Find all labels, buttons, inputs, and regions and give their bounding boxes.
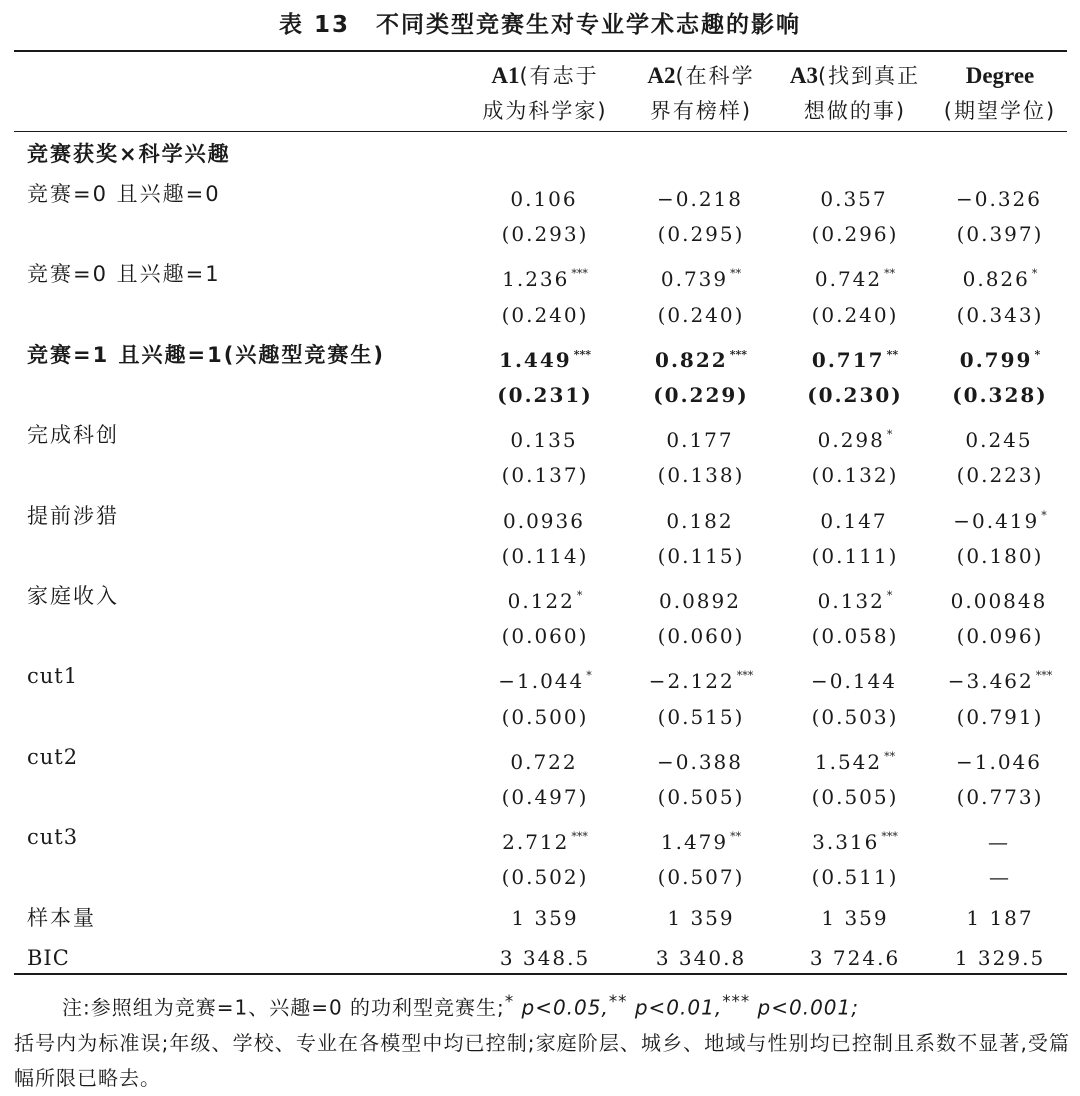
table-row-se xyxy=(0,214,1080,254)
standard-error-cell: (0.791) xyxy=(956,704,1044,729)
coefficient-value: 1.479 xyxy=(660,830,729,855)
bottom-rule xyxy=(14,973,1067,975)
coefficient-value: −1.044 xyxy=(498,669,585,694)
standard-error-cell: (0.223) xyxy=(956,463,1044,488)
coefficient-cell xyxy=(470,254,620,299)
coefficient-value: −0.144 xyxy=(810,669,897,694)
coefficient-value: 0.182 xyxy=(666,508,734,533)
coefficient-cell xyxy=(779,496,931,541)
row-label: 竞赛=0 且兴趣=0 xyxy=(27,182,221,206)
sig-text: p<0.05, xyxy=(514,995,609,1020)
column-header-a1 xyxy=(470,58,620,130)
header-rule xyxy=(14,131,1067,132)
coefficient-value: 0.357 xyxy=(820,187,888,211)
row-label: 完成科创 xyxy=(27,423,119,448)
coefficient-cell xyxy=(470,496,620,541)
row-label: 竞赛=1 且兴趣=1(兴趣型竞赛生) xyxy=(27,342,385,367)
coefficient-cell xyxy=(779,254,931,299)
coefficient-cell xyxy=(470,656,620,701)
coefficient-value: −0.218 xyxy=(656,187,743,211)
standard-error-cell: — xyxy=(989,865,1011,890)
coefficient-cell xyxy=(470,335,620,380)
summary-cell: 1 359 xyxy=(667,905,735,930)
standard-error-cell: (0.230) xyxy=(807,383,903,407)
standard-error-cell: (0.138) xyxy=(657,463,745,488)
standard-error-cell: (0.343) xyxy=(956,302,1044,327)
coefficient-value: 0.717 xyxy=(811,347,885,372)
row-label: 样本量 xyxy=(27,905,96,930)
summary-cell: 1 359 xyxy=(511,905,579,930)
standard-error-cell: (0.060) xyxy=(501,624,589,649)
coefficient-value: 2.712 xyxy=(502,830,570,855)
coefficient-cell xyxy=(779,576,931,621)
significance-mark: * xyxy=(576,589,583,602)
coefficient-value: 0.106 xyxy=(510,187,578,211)
significance-mark: *** xyxy=(736,669,754,683)
table-row-se xyxy=(0,857,1080,897)
coefficient-cell xyxy=(933,335,1067,380)
coefficient-cell xyxy=(933,254,1067,299)
coefficient-value: 0.0936 xyxy=(503,508,585,533)
column-title-line2: 想做的事) xyxy=(803,99,907,123)
standard-error-cell: (0.511) xyxy=(811,865,899,890)
coefficient-cell xyxy=(470,415,620,460)
summary-row xyxy=(0,898,1080,938)
section-label: 竞赛获奖×科学兴趣 xyxy=(27,142,231,166)
table-row-se xyxy=(0,697,1080,737)
coefficient-cell xyxy=(779,335,931,380)
coefficient-value: 1.542 xyxy=(814,749,883,774)
coefficient-value: 0.722 xyxy=(510,749,578,774)
table-row xyxy=(0,415,1080,455)
coefficient-value: 0.822 xyxy=(655,347,728,372)
coefficient-cell xyxy=(625,174,777,219)
summary-cell: 1 359 xyxy=(821,905,889,930)
standard-error-cell: (0.295) xyxy=(657,222,745,247)
coefficient-value: −2.122 xyxy=(648,669,735,694)
coefficient-cell xyxy=(470,737,620,782)
note-text: 注:参照组为竞赛=1、兴趣=0 的功利型竞赛生; xyxy=(62,995,505,1020)
significance-mark: *** xyxy=(571,267,588,281)
summary-cell: 3 348.5 xyxy=(499,945,591,970)
significance-mark: *** xyxy=(573,347,591,361)
column-header-degree xyxy=(933,58,1067,130)
standard-error-cell: (0.773) xyxy=(956,785,1044,809)
row-label: BIC xyxy=(27,945,70,970)
standard-error-cell: (0.505) xyxy=(811,785,899,809)
coefficient-cell xyxy=(470,174,620,219)
coefficient-value: — xyxy=(988,830,1010,855)
table-row-se xyxy=(0,455,1080,495)
table-row xyxy=(0,496,1080,536)
coefficient-cell xyxy=(779,174,931,219)
standard-error-cell: (0.507) xyxy=(657,865,745,890)
column-header-a3 xyxy=(779,58,931,130)
coefficient-cell xyxy=(625,415,777,460)
standard-error-cell: (0.240) xyxy=(811,302,899,327)
standard-error-cell: (0.114) xyxy=(501,543,589,568)
column-code: A3 xyxy=(789,63,818,88)
standard-error-cell: (0.296) xyxy=(811,222,899,247)
standard-error-cell: (0.231) xyxy=(497,383,593,407)
significance-mark: ** xyxy=(730,267,742,281)
coefficient-value: 0.132 xyxy=(817,589,885,613)
coefficient-value: −0.419 xyxy=(953,508,1040,533)
standard-error-cell: (0.115) xyxy=(657,543,745,568)
coefficient-cell xyxy=(625,656,777,701)
standard-error-cell: (0.229) xyxy=(653,383,749,407)
coefficient-cell xyxy=(779,415,931,460)
standard-error-cell: (0.180) xyxy=(956,543,1044,568)
standard-error-cell: (0.328) xyxy=(952,383,1048,407)
coefficient-cell xyxy=(779,737,931,782)
coefficient-value: 0.826 xyxy=(962,267,1030,292)
significance-mark: ** xyxy=(884,267,896,281)
standard-error-cell: (0.505) xyxy=(657,785,745,809)
row-label: cut1 xyxy=(27,664,79,689)
standard-error-cell: (0.060) xyxy=(657,624,745,649)
summary-cell: 1 329.5 xyxy=(954,945,1046,970)
standard-error-cell: (0.058) xyxy=(811,624,899,649)
table-note xyxy=(14,984,1070,1096)
coefficient-value: 0.177 xyxy=(666,428,734,453)
table-row xyxy=(0,335,1080,375)
section-row xyxy=(0,134,1080,174)
coefficient-value: 0.739 xyxy=(660,267,729,292)
row-label: cut3 xyxy=(27,825,79,850)
coefficient-value: 0.0892 xyxy=(659,589,741,613)
coefficient-cell xyxy=(933,656,1067,701)
table-caption xyxy=(0,6,1080,39)
standard-error-cell: (0.132) xyxy=(811,463,899,488)
coefficient-value: 0.298 xyxy=(817,428,885,453)
standard-error-cell: (0.240) xyxy=(501,302,589,327)
coefficient-value: −0.326 xyxy=(955,187,1042,211)
table-title: 不同类型竞赛生对专业学术志趣的影响 xyxy=(376,12,801,38)
row-label: 提前涉猎 xyxy=(27,503,119,528)
table-number: 表 13 xyxy=(278,12,350,38)
table-row-se xyxy=(0,375,1080,415)
column-title-line2: 界有榜样) xyxy=(649,99,753,123)
column-code: A2 xyxy=(647,63,676,88)
note-text-continued: 括号内为标准误;年级、学校、专业在各模型中均已控制;家庭阶层、城乡、地域与性别均已控制且系数不显著,受篇幅所限已略去。 xyxy=(14,1030,1070,1090)
coefficient-cell xyxy=(933,174,1067,219)
sig-text: p<0.01, xyxy=(627,995,723,1020)
top-rule xyxy=(14,50,1067,52)
standard-error-cell: (0.502) xyxy=(501,865,589,890)
standard-error-cell: (0.096) xyxy=(956,624,1044,649)
coefficient-value: 0.742 xyxy=(814,267,883,292)
sig-mark: *** xyxy=(722,992,751,1011)
coefficient-value: −1.046 xyxy=(955,749,1042,774)
table-row xyxy=(0,174,1080,214)
significance-mark: * xyxy=(1041,508,1047,522)
coefficient-value: 0.147 xyxy=(820,508,888,533)
coefficient-value: 3.316 xyxy=(812,830,880,855)
column-title-line2: (期望学位) xyxy=(943,99,1057,123)
significance-mark: ** xyxy=(730,830,742,844)
coefficient-cell xyxy=(625,496,777,541)
significance-mark: * xyxy=(886,589,893,602)
row-label: 竞赛=0 且兴趣=1 xyxy=(27,262,221,287)
coefficient-value: 0.245 xyxy=(965,428,1033,453)
table-row xyxy=(0,737,1080,777)
standard-error-cell: (0.293) xyxy=(501,222,589,247)
standard-error-cell: (0.397) xyxy=(956,222,1044,247)
standard-error-cell: (0.240) xyxy=(657,302,745,327)
sig-mark: ** xyxy=(608,992,628,1011)
table-row xyxy=(0,576,1080,616)
table-row-se xyxy=(0,616,1080,656)
standard-error-cell: (0.503) xyxy=(811,704,899,729)
sig-text: p<0.001; xyxy=(750,995,859,1020)
coefficient-cell xyxy=(779,817,931,862)
significance-mark: *** xyxy=(729,347,747,361)
coefficient-cell xyxy=(470,576,620,621)
coefficient-cell xyxy=(625,335,777,380)
coefficient-cell xyxy=(625,254,777,299)
significance-mark: *** xyxy=(571,830,588,844)
significance-mark: * xyxy=(1034,347,1041,361)
summary-cell: 3 724.6 xyxy=(809,945,901,970)
column-title-line1: (在科学 xyxy=(675,64,755,88)
standard-error-cell: (0.500) xyxy=(501,704,589,729)
coefficient-value: 0.122 xyxy=(507,589,575,613)
table-row-se xyxy=(0,536,1080,576)
coefficient-cell xyxy=(625,576,777,621)
standard-error-cell: (0.137) xyxy=(501,463,589,488)
coefficient-value: 0.799 xyxy=(959,347,1033,372)
sig-mark: * xyxy=(504,992,515,1011)
column-code: A1 xyxy=(491,63,520,88)
significance-mark: * xyxy=(586,669,592,683)
significance-mark: * xyxy=(886,428,893,442)
coefficient-cell xyxy=(470,817,620,862)
significance-mark: ** xyxy=(886,347,899,361)
coefficient-cell xyxy=(933,817,1067,862)
table-row xyxy=(0,254,1080,294)
coefficient-value: 0.135 xyxy=(510,428,578,453)
coefficient-cell xyxy=(779,656,931,701)
standard-error-cell: (0.111) xyxy=(811,543,899,568)
significance-mark: ** xyxy=(884,749,896,763)
column-code: Degree xyxy=(965,63,1035,88)
coefficient-cell xyxy=(933,737,1067,782)
table-row xyxy=(0,817,1080,857)
coefficient-cell xyxy=(933,576,1067,621)
table-row xyxy=(0,656,1080,696)
coefficient-cell xyxy=(625,737,777,782)
summary-row xyxy=(0,938,1080,978)
coefficient-value: 0.00848 xyxy=(950,589,1048,613)
significance-mark: * xyxy=(1031,267,1038,281)
standard-error-cell: (0.497) xyxy=(501,785,589,809)
coefficient-value: −0.388 xyxy=(656,749,743,774)
row-label: cut2 xyxy=(27,744,79,769)
coefficient-value: 1.236 xyxy=(502,267,570,292)
row-label: 家庭收入 xyxy=(27,584,119,608)
summary-cell: 3 340.8 xyxy=(655,945,747,970)
coefficient-cell xyxy=(933,496,1067,541)
summary-cell: 1 187 xyxy=(966,905,1034,930)
column-header-a2 xyxy=(625,58,777,130)
table-row-se xyxy=(0,295,1080,335)
column-title-line2: 成为科学家) xyxy=(482,99,608,123)
coefficient-value: −3.462 xyxy=(947,669,1034,694)
table-row-se xyxy=(0,777,1080,817)
column-title-line1: (找到真正 xyxy=(817,64,921,88)
coefficient-cell xyxy=(933,415,1067,460)
column-title-line1: (有志于 xyxy=(519,64,599,88)
significance-mark: *** xyxy=(1035,669,1053,683)
coefficient-cell xyxy=(625,817,777,862)
significance-mark: *** xyxy=(881,830,898,844)
standard-error-cell: (0.515) xyxy=(657,704,745,729)
coefficient-value: 1.449 xyxy=(499,347,572,372)
